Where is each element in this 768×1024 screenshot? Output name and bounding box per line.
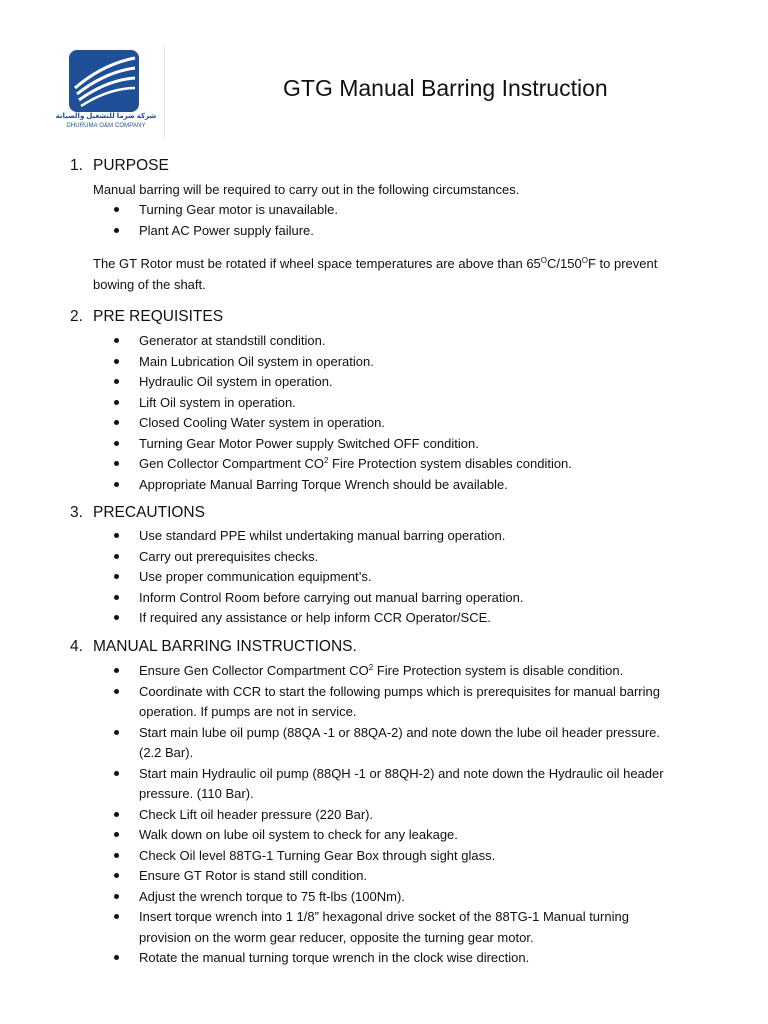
section-number: 2. [70,308,83,325]
list-item: Plant AC Power supply failure. [114,221,338,242]
bullet-icon [114,853,119,858]
list-item: Main Lubrication Oil system in operation. [114,352,572,373]
section-number: 1. [70,157,83,174]
bullet-icon [114,207,119,212]
logo-english-name: DHURUMA O&M COMPANY [66,123,146,129]
bullet-icon [114,955,119,960]
list-item: Start main lube oil pump (88QA -1 or 88QA-2) and note down the lube oil header pressure. (2.2 Bar). [114,723,664,764]
purpose-intro: Manual barring will be required to carry out in the following circumstances. [93,182,520,197]
precautions-list [114,526,523,629]
bullet-icon [114,400,119,405]
bullet-icon [114,894,119,899]
section-heading-purpose [70,157,169,175]
bullet-icon [114,689,119,694]
list-item: Hydraulic Oil system in operation. [114,372,572,393]
bullet-icon [114,441,119,446]
logo-emblem [69,50,139,112]
list-item: Turning Gear motor is unavailable. [114,200,338,221]
bullet-icon [114,533,119,538]
page-title: GTG Manual Barring Instruction [283,75,608,101]
instructions-list [114,661,664,969]
list-item: Closed Cooling Water system in operation. [114,413,572,434]
bullet-icon [114,730,119,735]
bullet-icon [114,914,119,919]
bullet-icon [114,228,119,233]
section-heading-prerequisites [70,308,223,326]
list-item: Check Oil level 88TG-1 Turning Gear Box through sight glass. [114,846,664,867]
bullet-icon [114,461,119,466]
list-item: Use proper communication equipment’s. [114,567,523,588]
list-item: Ensure GT Rotor is stand still condition. [114,866,664,887]
bullet-icon [114,359,119,364]
bullet-icon [114,595,119,600]
bullet-icon [114,554,119,559]
bullet-icon [114,668,119,673]
list-item: Use standard PPE whilst undertaking manual barring operation. [114,526,523,547]
list-item: Start main Hydraulic oil pump (88QH -1 or 88QH-2) and note down the Hydraulic oil header pressure. (110 Bar). [114,764,664,805]
list-item: Coordinate with CCR to start the following pumps which is prerequisites for manual barring operation. If pumps are not in service. [114,682,664,723]
bullet-icon [114,338,119,343]
bullet-icon [114,812,119,817]
purpose-note: The GT Rotor must be rotated if wheel space temperatures are above than $65^OC/150^OF$ to prevent bowing of the shaft. [93,256,658,292]
bullet-icon [114,420,119,425]
list-item: Turning Gear Motor Power supply Switched OFF condition. [114,434,572,455]
bullet-icon [114,379,119,384]
section-heading-manual-barring [70,638,357,656]
section-title: PRECAUTIONS [93,504,205,521]
list-item: Insert torque wrench into 1 1/8” hexagonal drive socket of the 88TG-1 Manual turning provision on the worm gear reducer, opposite the turning gear motor. [114,907,664,948]
section-title: MANUAL BARRING INSTRUCTIONS. [93,638,357,655]
bullet-icon [114,615,119,620]
list-item: Ensure Gen Collector Compartment $CO^2$ Fire Protection system is disable condition. [114,661,664,682]
list-item: Carry out prerequisites checks. [114,547,523,568]
prerequisites-list [114,331,572,495]
bullet-icon [114,482,119,487]
list-item: Check Lift oil header pressure (220 Bar). [114,805,664,826]
list-item: Adjust the wrench torque to 75 ft-lbs (100Nm). [114,887,664,908]
list-item: Generator at standstill condition. [114,331,572,352]
bullet-icon [114,771,119,776]
bullet-icon [114,832,119,837]
bullet-icon [114,873,119,878]
purpose-list [114,200,338,241]
logo-arabic-name: شركة ضرما للتشغيل والصيانة [55,113,157,120]
list-item: Walk down on lube oil system to check for any leakage. [114,825,664,846]
list-item: If required any assistance or help inform CCR Operator/SCE. [114,608,523,629]
section-title: PURPOSE [93,157,169,174]
list-item: Appropriate Manual Barring Torque Wrench should be available. [114,475,572,496]
company-logo [52,46,165,138]
list-item: Rotate the manual turning torque wrench in the clock wise direction. [114,948,664,969]
section-heading-precautions [70,504,205,522]
list-item: Lift Oil system in operation. [114,393,572,414]
list-item: Gen Collector Compartment $CO^2$ Fire Protection system disables condition. [114,454,572,475]
bullet-icon [114,574,119,579]
section-title: PRE REQUISITES [93,308,224,325]
section-number: 4. [70,638,83,655]
list-item: Inform Control Room before carrying out manual barring operation. [114,588,523,609]
section-number: 3. [70,504,83,521]
